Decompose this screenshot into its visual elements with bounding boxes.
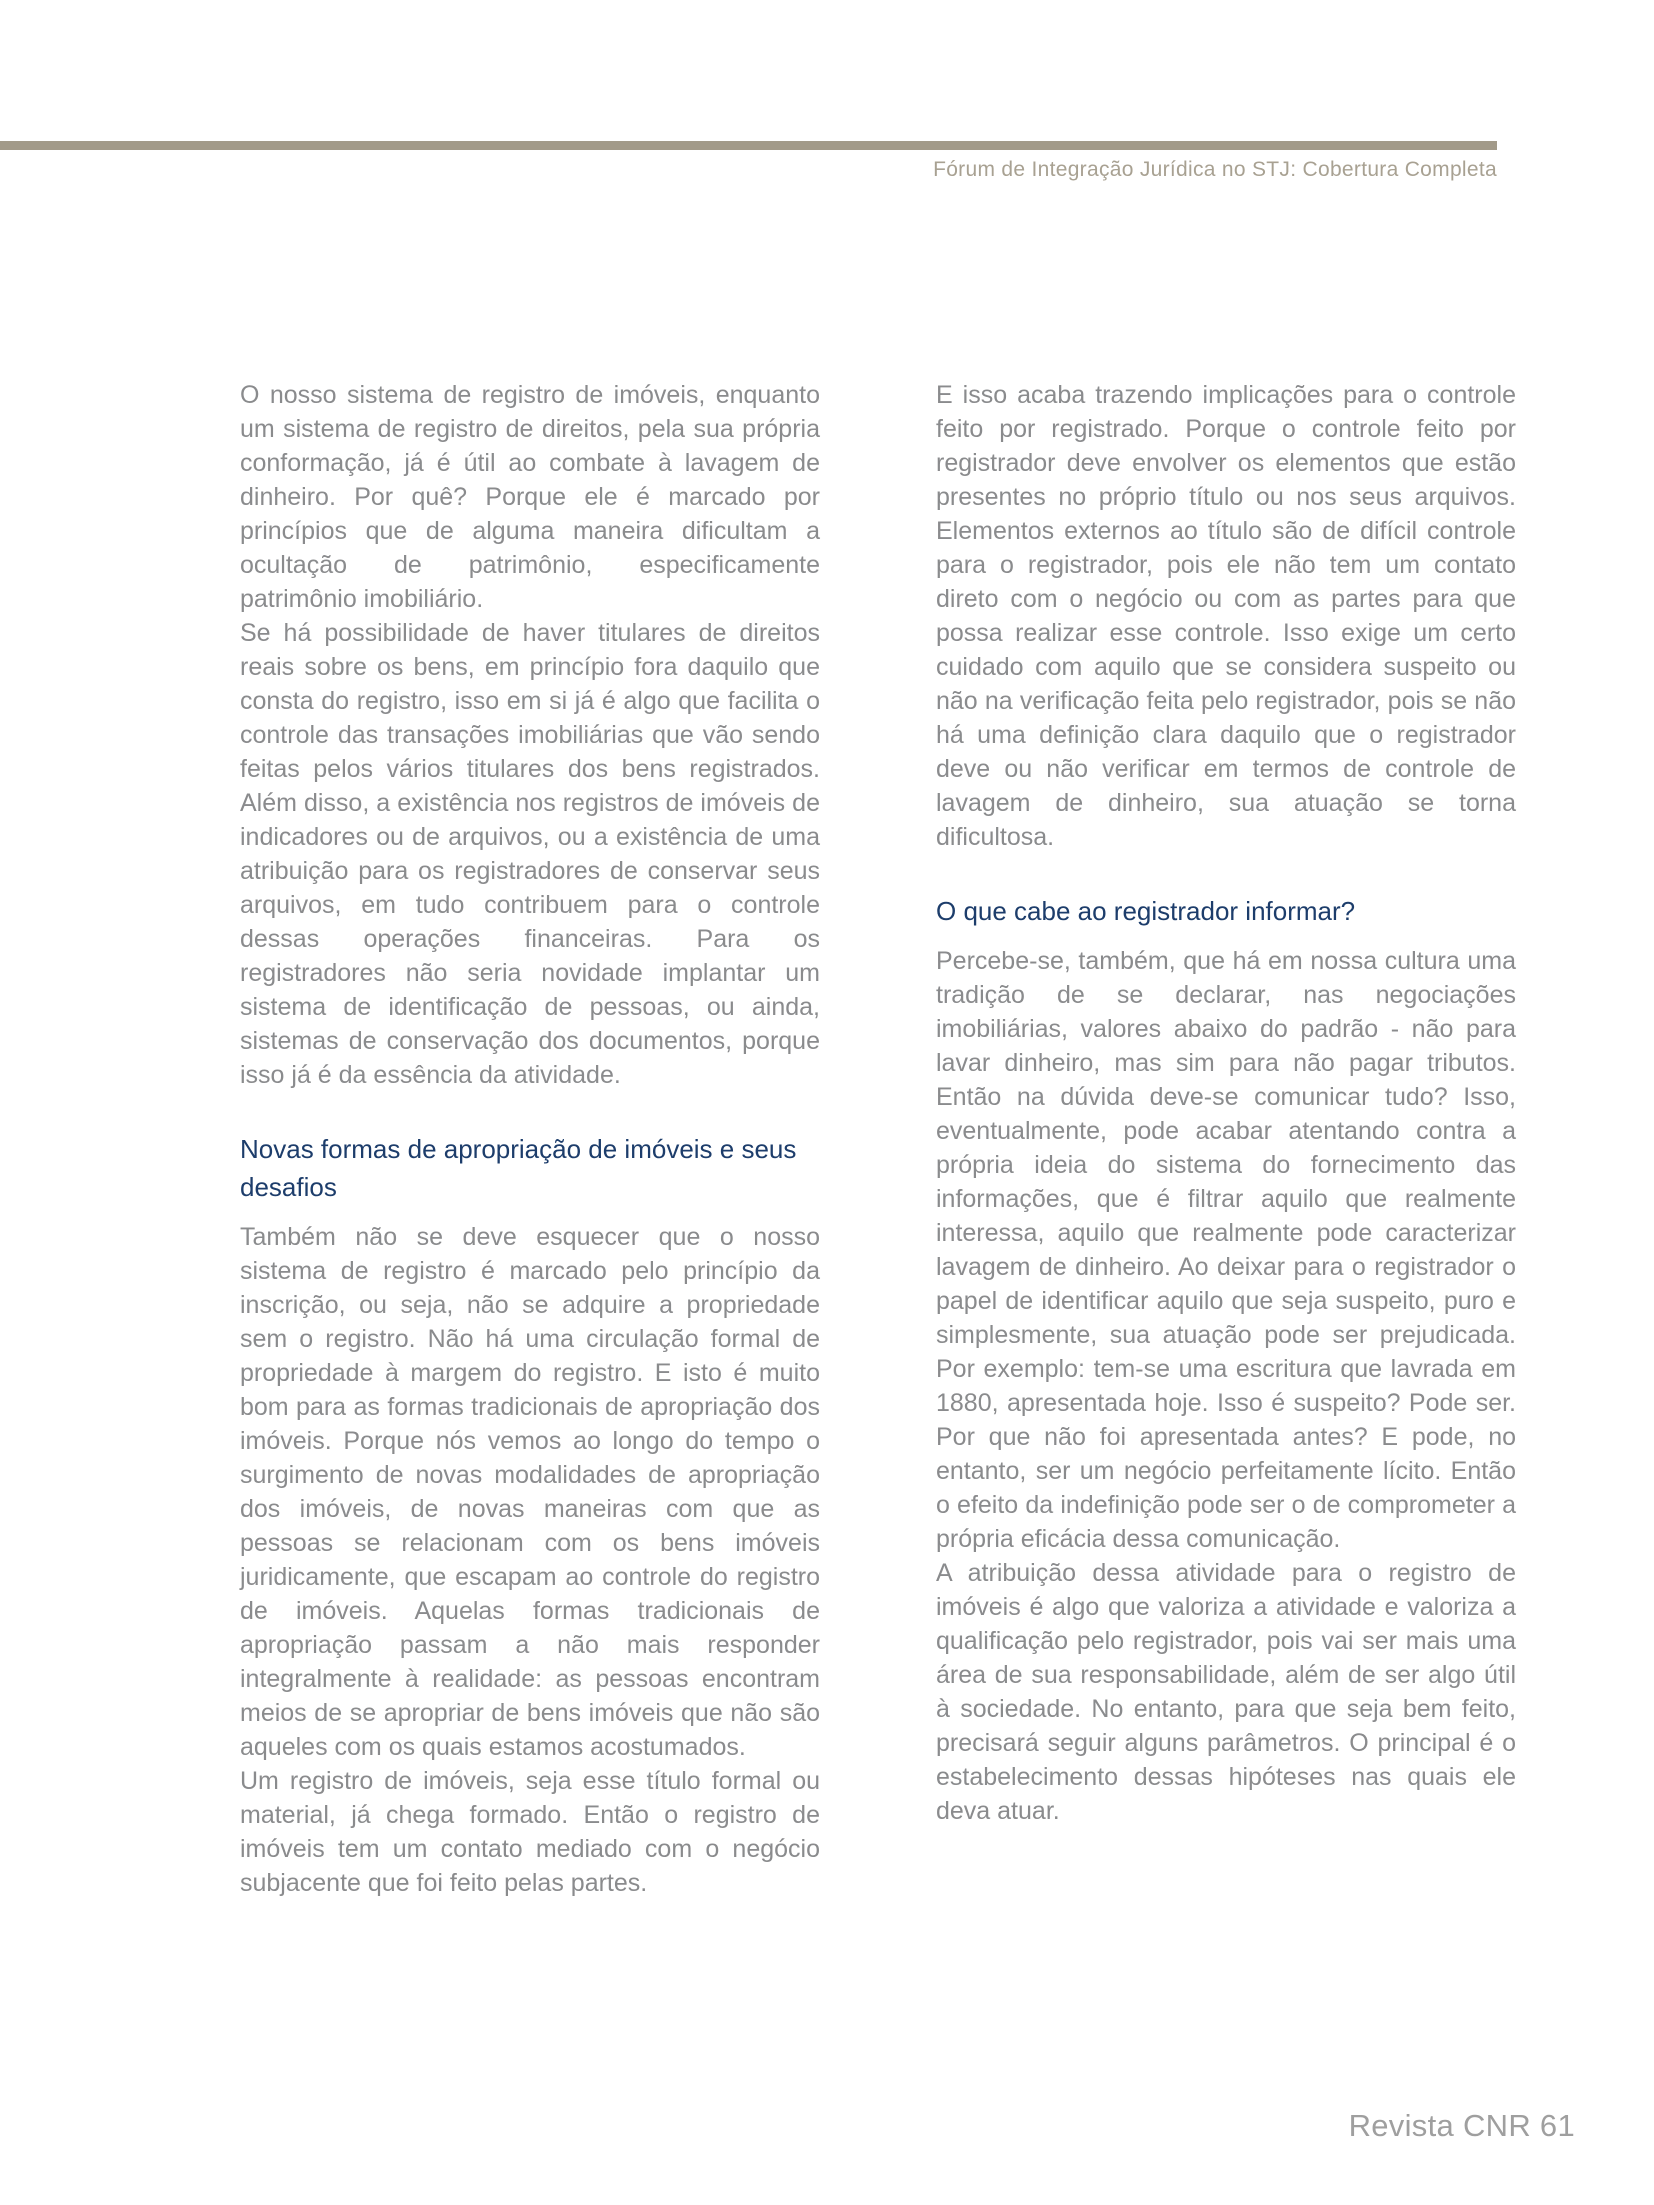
paragraph: Um registro de imóveis, seja esse título formal ou material, já chega formado. Então o registro de imóveis tem um contato mediado com o negócio subjacente que foi feito pelas partes.	[240, 1767, 820, 1897]
paragraph: A atribuição dessa atividade para o registro de imóveis é algo que valoriza a atividade e valoriza a qualificação pelo registrador, pois vai ser mais uma área de sua responsabilidade, além de ser algo útil à sociedade. No entanto, para que seja bem feito, precisará seguir alguns parâmetros. O principal é o estabelecimento dessas hipóteses nas quais ele deva atuar.	[936, 1559, 1516, 1825]
paragraph: O nosso sistema de registro de imóveis, enquanto um sistema de registro de direitos, pela sua própria conformação, já é útil ao combate à lavagem de dinheiro. Por quê? Porque ele é marcado por princípios que de alguma maneira dificultam a ocultação de patrimônio, especificamente patrimônio imobiliário.	[240, 381, 820, 613]
section-heading: Novas formas de apropriação de imóveis e seus desafios	[240, 1134, 797, 1202]
text-column-left	[240, 378, 820, 1900]
running-head: Fórum de Integração Jurídica no STJ: Cobertura Completa	[933, 158, 1497, 181]
header-rule-bar	[0, 141, 1497, 150]
page-footer: Revista CNR 61	[1348, 2108, 1575, 2143]
section-heading: O que cabe ao registrador informar?	[936, 896, 1356, 926]
paragraph: E isso acaba trazendo implicações para o controle feito por registrado. Porque o controle feito por registrador deve envolver os elementos que estão presentes no próprio título ou nos seus arquivos. Elementos externos ao título são de difícil controle para o registrador, pois ele não tem um contato direto com o negócio ou com as partes para que possa realizar esse controle. Isso exige um certo cuidado com aquilo que se considera suspeito ou não na verificação feita pelo registrador, pois se não há uma definição clara daquilo que o registrador deve ou não verificar em termos de controle de lavagem de dinheiro, sua atuação se torna dificultosa.	[936, 381, 1516, 851]
text-column-right	[936, 378, 1516, 1828]
paragraph: Se há possibilidade de haver titulares de direitos reais sobre os bens, em princípio fora daquilo que consta do registro, isso em si já é algo que facilita o controle das transações imobiliárias que vão sendo feitas pelos vários titulares dos bens registrados. Além disso, a existência nos registros de imóveis de indicadores ou de arquivos, ou a existência de uma atribuição para os registradores de conservar seus arquivos, em tudo contribuem para o controle dessas operações financeiras. Para os registradores não seria novidade implantar um sistema de identificação de pessoas, ou ainda, sistemas de conservação dos documentos, porque isso já é da essência da atividade.	[240, 619, 820, 1089]
paragraph: Também não se deve esquecer que o nosso sistema de registro é marcado pelo princípio da inscrição, ou seja, não se adquire a propriedade sem o registro. Não há uma circulação formal de propriedade à margem do registro. E isto é muito bom para as formas tradicionais de apropriação dos imóveis. Porque nós vemos ao longo do tempo o surgimento de novas modalidades de apropriação dos imóveis, de novas maneiras com que as pessoas se relacionam com os bens imóveis juridicamente, que escapam ao controle do registro de imóveis. Aquelas formas tradicionais de apropriação passam a não mais responder integralmente à realidade: as pessoas encontram meios de se apropriar de bens imóveis que não são aqueles com os quais estamos acostumados.	[240, 1223, 820, 1761]
paragraph: Percebe-se, também, que há em nossa cultura uma tradição de se declarar, nas negociações imobiliárias, valores abaixo do padrão - não para lavar dinheiro, mas sim para não pagar tributos. Então na dúvida deve-se comunicar tudo? Isso, eventualmente, pode acabar atentando contra a própria ideia do sistema do fornecimento das informações, que é filtrar aquilo que realmente interessa, aquilo que realmente pode caracterizar lavagem de dinheiro. Ao deixar para o registrador o papel de identificar aquilo que seja suspeito, puro e simplesmente, sua atuação pode ser prejudicada. Por exemplo: tem-se uma escritura que lavrada em 1880, apresentada hoje. Isso é suspeito? Pode ser. Por que não foi apresentada antes? E pode, no entanto, ser um negócio perfeitamente lícito. Então o efeito da indefinição pode ser o de comprometer a própria eficácia dessa comunicação.	[936, 947, 1516, 1553]
